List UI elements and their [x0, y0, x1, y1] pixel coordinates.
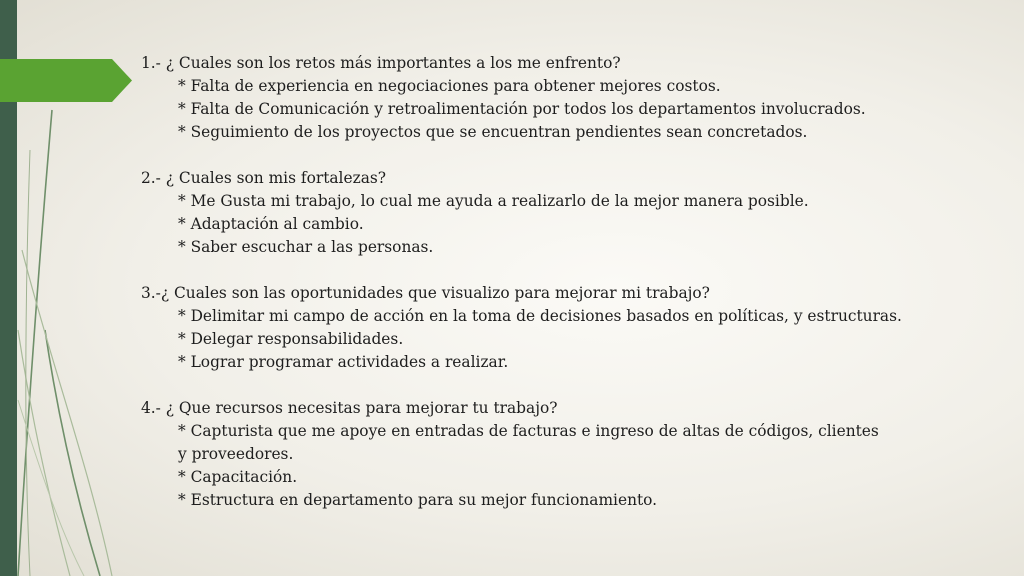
- answer-item: * Me Gusta mi trabajo, lo cual me ayuda a realizarlo de la mejor manera posible.: [178, 192, 809, 210]
- question-1: 1.- ¿ Cuales son los retos más importantes a los me enfrento?: [141, 54, 621, 72]
- question-2: 2.- ¿ Cuales son mis fortalezas?: [141, 169, 387, 187]
- answer-item: * Falta de Comunicación y retroalimentación por todos los departamentos involucrados.: [178, 100, 866, 118]
- answer-item: * Delegar responsabilidades.: [178, 330, 404, 348]
- answer-item: * Lograr programar actividades a realizar.: [178, 353, 509, 371]
- question-3: 3.-¿ Cuales son las oportunidades que visualizo para mejorar mi trabajo?: [141, 284, 710, 302]
- answer-item: * Saber escuchar a las personas.: [178, 238, 434, 256]
- question-4: 4.- ¿ Que recursos necesitas para mejorar tu trabajo?: [141, 399, 558, 417]
- answer-item: * Adaptación al cambio.: [178, 215, 364, 233]
- answer-item: * Delimitar mi campo de acción en la toma de decisiones basados en políticas, y estructuras.: [178, 307, 902, 325]
- slide-content: [141, 52, 1001, 512]
- spacer: [141, 374, 1001, 397]
- section-1: [141, 52, 1001, 144]
- answer-item: * Seguimiento de los proyectos que se encuentran pendientes sean concretados.: [178, 123, 808, 141]
- spacer: [141, 259, 1001, 282]
- answer-item: * Falta de experiencia en negociaciones para obtener mejores costos.: [178, 77, 721, 95]
- answer-item: * Capacitación.: [178, 468, 298, 486]
- answer-item: * Capturista que me apoye en entradas de facturas e ingreso de altas de códigos, clientes y proveedores.: [178, 422, 879, 463]
- section-4: [141, 397, 1001, 512]
- spacer: [141, 144, 1001, 167]
- answer-item: * Estructura en departamento para su mejor funcionamiento.: [178, 491, 658, 509]
- section-3: [141, 282, 1001, 374]
- section-2: [141, 167, 1001, 259]
- green-arrow-tab: [0, 59, 132, 102]
